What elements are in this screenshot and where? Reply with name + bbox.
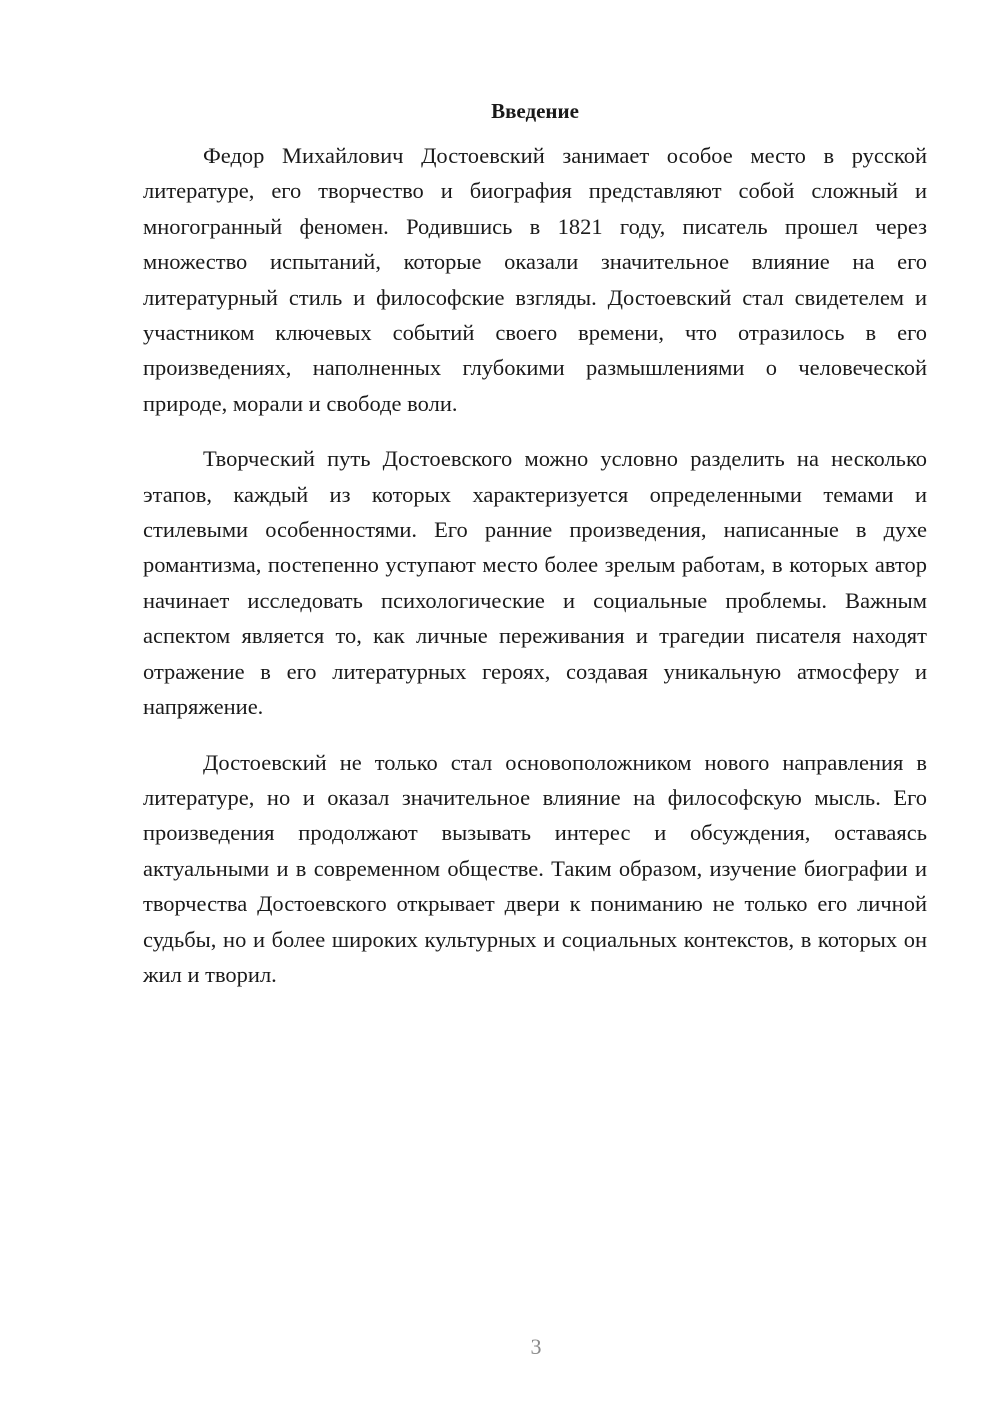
paragraph-2: Творческий путь Достоевского можно условно разделить на несколько этапов, каждый из которых характеризуется определенными темами и стилевыми особенностями. Его ранние произведения, написанные в духе романтизма, постепенно уступают место более зрелым работам, в которых автор начинает исследовать психологические и социальные проблемы. Важным аспектом является то, как личные переживания и трагедии писателя находят отражение в его литературных героях, создавая уникальную атмосферу и напряжение. <box>143 446 927 720</box>
page-content <box>143 96 927 1012</box>
page-number: 3 <box>530 1334 542 1359</box>
section-title: Введение <box>491 99 579 123</box>
paragraph-3: Достоевский не только стал основоположником нового направления в литературе, но и оказал значительное влияние на философскую мысль. Его произведения продолжают вызывать интерес и обсуждения, оставаясь актуальными и в современном обществе. Таким образом, изучение биографии и творчества Достоевского открывает двери к пониманию не только его личной судьбы, но и более широких культурных и социальных контекстов, в которых он жил и творил. <box>143 749 927 987</box>
paragraph-1: Федор Михайлович Достоевский занимает особое место в русской литературе, его творчество и биография представляют собой сложный и многогранный феномен. Родившись в 1821 году, писатель прошел через множество испытаний, которые оказали значительное влияние на его литературный стиль и философские взгляды. Достоевский стал свидетелем и участником ключевых событий своего времени, что отразилось в его произведениях, наполненных глубокими размышлениями о человеческой природе, морали и свободе воли. <box>143 143 927 416</box>
